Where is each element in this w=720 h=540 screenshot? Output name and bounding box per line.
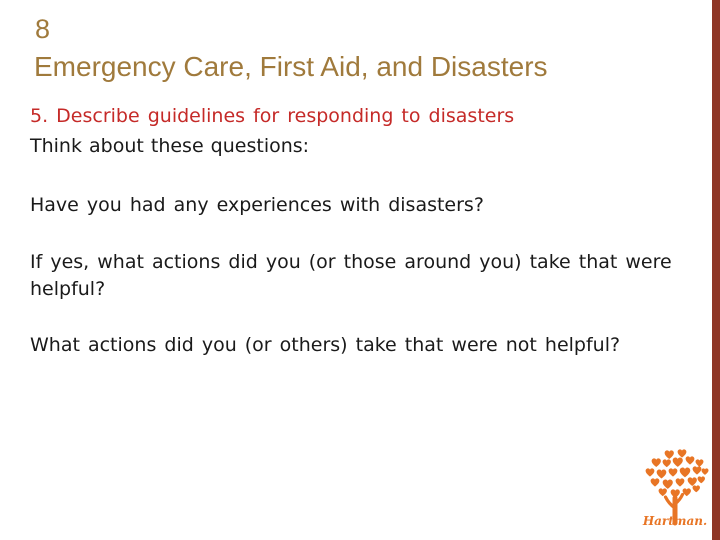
brand-name: Hartman. [642,514,708,528]
hartman-logo [638,448,712,536]
objective-text: 5. Describe guidelines for responding to disasters [30,105,515,127]
question-1: Have you had any experiences with disasters? [30,194,484,216]
question-3: What actions did you (or others) take that were not helpful? [30,334,621,356]
slide-title: Emergency Care, First Aid, and Disasters [34,51,548,82]
chapter-number: 8 [35,14,51,44]
question-2: If yes, what actions did you (or those around you) take that were helpful? [30,251,672,300]
intro-text: Think about these questions: [30,135,310,157]
right-accent-bar [712,0,720,540]
